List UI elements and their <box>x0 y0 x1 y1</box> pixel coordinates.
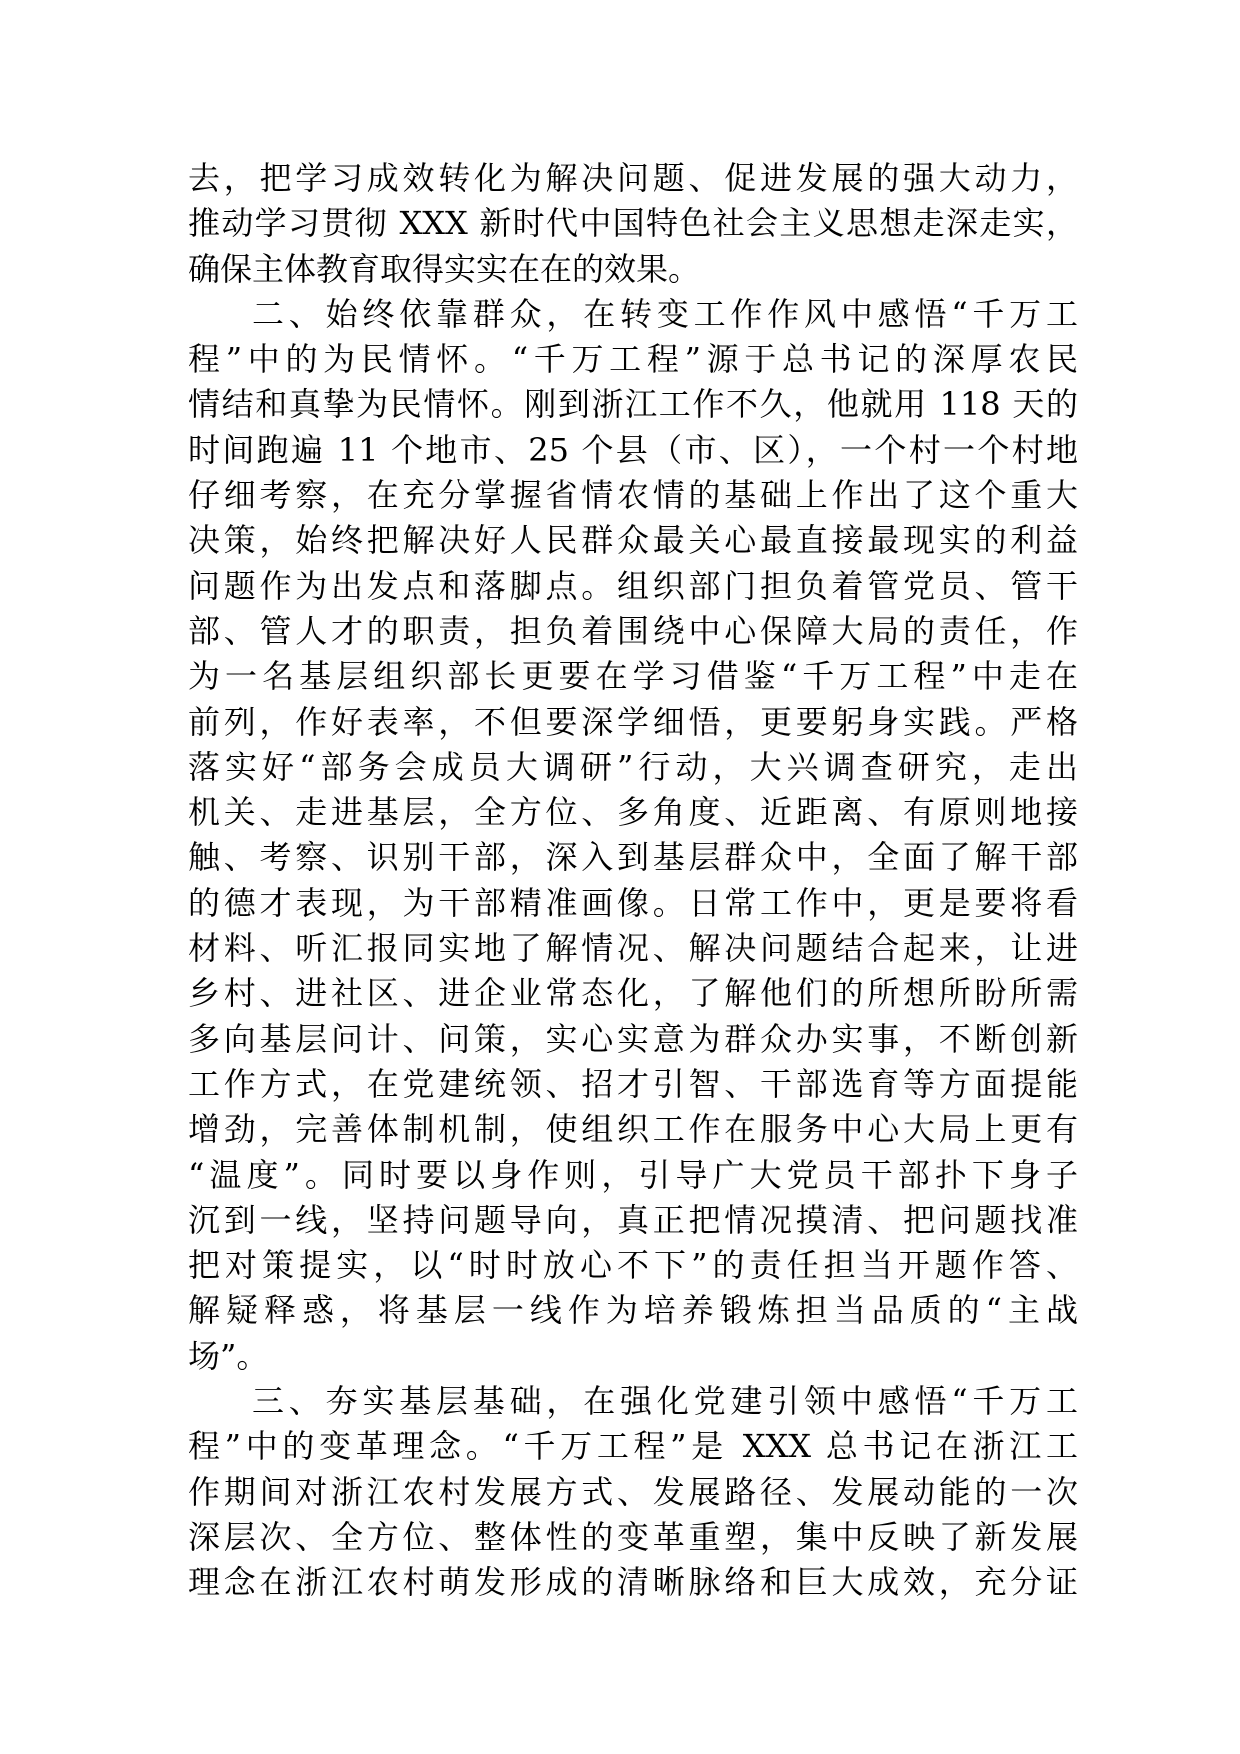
text-line: 问题作为出发点和落脚点。组织部门担负着管党员、管干 <box>188 566 1078 605</box>
text-line: 多向基层问计、问策，实心实意为群众办实事，不断创新 <box>188 1019 1078 1058</box>
text-line: 推动学习贯彻 XXX 新时代中国特色社会主义思想走深走实， <box>188 204 1078 243</box>
text-line: 材料、听汇报同实地了解情况、解决问题结合起来，让进 <box>188 929 1078 968</box>
paragraph <box>188 156 1078 292</box>
text-line: 乡村、进社区、进企业常态化，了解他们的所想所盼所需 <box>188 974 1078 1013</box>
text-line: 程”中的为民情怀。“千万工程”源于总书记的深厚农民 <box>188 340 1078 379</box>
text-line: “温度”。同时要以身作则，引导广大党员干部扑下身子 <box>188 1155 1078 1194</box>
text-line: 前列，作好表率，不但要深学细悟，更要躬身实践。严格 <box>188 702 1078 741</box>
text-line: 程”中的变革理念。“千万工程”是 XXX 总书记在浙江工 <box>188 1427 1078 1466</box>
text-line: 为一名基层组织部长更要在学习借鉴“千万工程”中走在 <box>188 657 1078 696</box>
text-line: 去，把学习成效转化为解决问题、促进发展的强大动力， <box>188 159 1078 197</box>
text-line: 部、管人才的职责，担负着围绕中心保障大局的责任，作 <box>188 611 1078 650</box>
text-line: 二、始终依靠群众，在转变工作作风中感悟“千万工 <box>252 294 1078 333</box>
text-line: 机关、走进基层，全方位、多角度、近距离、有原则地接 <box>188 793 1078 832</box>
text-line: 解疑释惑，将基层一线作为培养锻炼担当品质的“主战 <box>188 1291 1078 1330</box>
body-text <box>188 156 1078 1606</box>
text-line: 的德才表现，为干部精准画像。日常工作中，更是要将看 <box>188 883 1078 922</box>
text-line: 沉到一线，坚持问题导向，真正把情况摸清、把问题找准 <box>188 1200 1078 1239</box>
text-line: 时间跑遍 11 个地市、25 个县（市、区），一个村一个村地 <box>188 430 1078 469</box>
text-line: 落实好“部务会成员大调研”行动，大兴调查研究，走出 <box>188 747 1078 786</box>
text-line: 理念在浙江农村萌发形成的清晰脉络和巨大成效，充分证 <box>188 1563 1078 1602</box>
text-line: 增劲，完善体制机制，使组织工作在服务中心大局上更有 <box>188 1110 1078 1149</box>
paragraph <box>188 292 1078 1379</box>
text-line: 作期间对浙江农村发展方式、发展路径、发展动能的一次 <box>188 1472 1078 1511</box>
text-line: 三、夯实基层基础，在强化党建引领中感悟“千万工 <box>252 1382 1078 1421</box>
text-line: 场”。 <box>188 1336 269 1375</box>
text-line: 把对策提实，以“时时放心不下”的责任担当开题作答、 <box>188 1246 1078 1285</box>
text-line: 情结和真挚为民情怀。刚到浙江工作不久，他就用 118 天的 <box>188 385 1078 424</box>
text-line: 工作方式，在党建统领、招才引智、干部选育等方面提能 <box>188 1064 1078 1103</box>
text-line: 确保主体教育取得实实在在的效果。 <box>188 249 701 288</box>
text-line: 决策，始终把解决好人民群众最关心最直接最现实的利益 <box>188 521 1078 560</box>
text-line: 触、考察、识别干部，深入到基层群众中，全面了解干部 <box>188 838 1078 877</box>
text-line: 深层次、全方位、整体性的变革重塑，集中反映了新发展 <box>188 1517 1078 1556</box>
text-line: 仔细考察，在充分掌握省情农情的基础上作出了这个重大 <box>188 476 1078 515</box>
paragraph <box>188 1379 1078 1605</box>
